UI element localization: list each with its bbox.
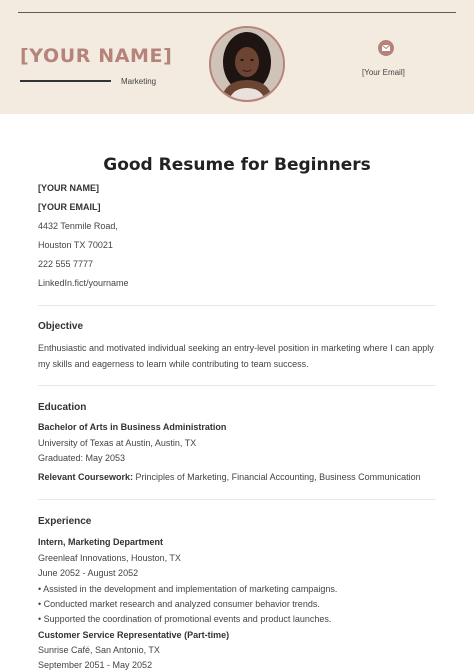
header-name-underline (20, 80, 111, 82)
objective-text: Enthusiastic and motivated individual seeking an entry-level position in marketing where I can apply my skills and eagerness to learn while contributing to team success. (38, 343, 434, 369)
job-title: Customer Service Representative (Part-time) (38, 630, 230, 640)
contact-phone: 222 555 7777 (38, 259, 94, 269)
education-school: University of Texas at Austin, Austin, TX (38, 438, 197, 448)
education-degree: Bachelor of Arts in Business Administration (38, 422, 227, 432)
bullet-icon: • (38, 614, 42, 624)
job-company: Sunrise Café, San Antonio, TX (38, 645, 160, 655)
coursework-list: Principles of Marketing, Financial Accounting, Business Communication (135, 472, 421, 482)
header-role: Marketing (121, 77, 157, 86)
envelope-icon[interactable] (378, 40, 394, 56)
job-dates: June 2052 - August 2052 (38, 568, 139, 578)
bullet-text: Assisted in the development and implementation of marketing campaigns. (43, 584, 338, 594)
education-heading: Education (38, 402, 87, 413)
bullet-text: Conducted market research and analyzed consumer behavior trends. (43, 599, 320, 609)
job-title: Intern, Marketing Department (38, 537, 164, 547)
education-graduated: Graduated: May 2053 (38, 453, 126, 463)
page-title: Good Resume for Beginners (103, 155, 371, 175)
education-coursework (38, 472, 421, 482)
bullet-text: Supported the coordination of promotional events and product launches. (43, 614, 332, 624)
header-name: [YOUR NAME] (20, 45, 173, 67)
header-email[interactable]: [Your Email] (362, 68, 405, 77)
contact-linkedin[interactable]: LinkedIn.fict/yourname (38, 278, 129, 288)
section-divider (38, 499, 436, 500)
job-company: Greenleaf Innovations, Houston, TX (38, 553, 181, 563)
contact-address-line2: Houston TX 70021 (38, 240, 113, 250)
contact-email[interactable]: [YOUR EMAIL] (38, 202, 101, 212)
objective-heading: Objective (38, 321, 84, 332)
job-bullet (38, 584, 337, 594)
coursework-label: Relevant Coursework: (38, 472, 134, 482)
bullet-icon: • (38, 599, 42, 609)
job-bullet (38, 599, 320, 609)
contact-address-line1: 4432 Tenmile Road, (38, 221, 118, 231)
section-divider (38, 385, 436, 386)
job-bullet (38, 614, 331, 624)
job-dates: September 2051 - May 2052 (38, 660, 153, 670)
contact-name: [YOUR NAME] (38, 183, 99, 193)
experience-heading: Experience (38, 516, 92, 527)
profile-photo (209, 26, 285, 102)
bullet-icon: • (38, 584, 42, 594)
header-top-rule (18, 12, 456, 13)
section-divider (38, 305, 436, 306)
